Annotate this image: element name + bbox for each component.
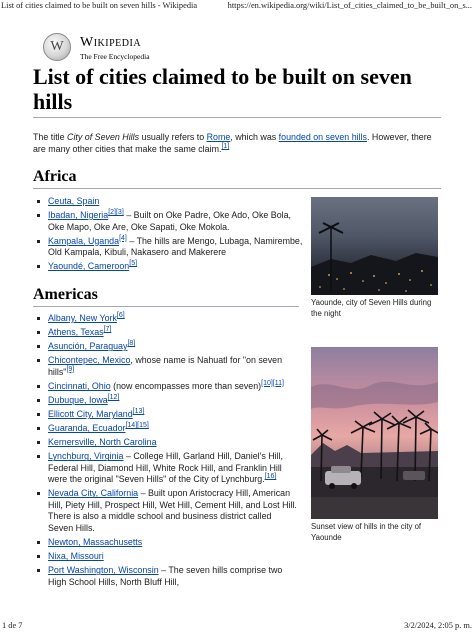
city-link[interactable]: Dubuque, Iowa — [48, 394, 108, 405]
list-item-text: – The seven hills comprise two High School Hills, North Bluff Hill, — [48, 565, 283, 587]
figure-caption: Sunset view of hills in the city of Yaounde — [311, 522, 422, 542]
print-date: 3/2/2024, 2:05 p. m. — [404, 621, 472, 630]
list-item — [33, 355, 299, 378]
africa-list — [33, 196, 303, 275]
reference-link[interactable]: [2][3] — [108, 209, 124, 217]
list-item — [33, 236, 303, 259]
city-link[interactable]: Asunción, Paraguay — [48, 341, 128, 352]
logo-tagline: The Free Encyclopedia — [80, 52, 150, 61]
list-item — [33, 565, 299, 588]
list-item — [33, 537, 299, 549]
reference-link[interactable]: [6] — [116, 312, 125, 320]
section-divider — [33, 188, 441, 189]
print-page-number: 1 de 7 — [2, 621, 23, 630]
page-title: List of cities claimed to be built on seven hills — [33, 64, 412, 114]
list-item — [33, 327, 299, 339]
section-divider — [33, 306, 299, 307]
city-link[interactable]: Newton, Massachusetts — [48, 537, 143, 548]
city-link[interactable]: Nixa, Missouri — [48, 551, 104, 562]
city-link[interactable]: Kampala, Uganda — [48, 235, 120, 246]
city-link[interactable]: Chicontepec, Mexico — [48, 355, 131, 366]
reference-link[interactable]: [9] — [66, 365, 75, 373]
list-item — [33, 210, 303, 233]
list-item-text: – College Hill, Garland Hill, Daniel's Hill, Federal Hill, Diamond Hill, White Rock Hill, and Franklin Hill were the original "Seven Hills" of the City of Lynchburg. — [48, 451, 284, 485]
list-item — [33, 488, 299, 534]
reference-link[interactable]: [8] — [127, 340, 136, 348]
reference-link[interactable]: [13] — [132, 408, 145, 416]
link-founded-on-seven-hills[interactable]: founded on seven hills — [278, 132, 367, 142]
print-header-url: https://en.wikipedia.org/wiki/List_of_cities_claimed_to_be_built_on_s... — [227, 1, 472, 10]
reference-link[interactable]: [4] — [119, 234, 127, 242]
link-rome[interactable]: Rome — [206, 132, 231, 142]
list-item-text: , whose name is Nahuatl for "on seven hills" — [48, 355, 283, 377]
list-item — [33, 451, 299, 486]
list-item-text: – Built on Oke Padre, Oke Ado, Oke Bola, Oke Mapo, Oke Are, Oke Sapati, Oke Mokola. — [48, 210, 292, 232]
americas-list — [33, 313, 299, 591]
yaounde-night-photo[interactable] — [311, 197, 438, 295]
list-item — [33, 395, 299, 407]
intro-text: The title — [33, 132, 68, 142]
city-link[interactable]: Athens, Texas — [48, 327, 104, 338]
city-link[interactable]: Yaoundé, Cameroon — [48, 261, 130, 272]
wikipedia-logo[interactable] — [43, 33, 163, 63]
wikipedia-globe-icon: W — [43, 33, 71, 61]
list-item — [33, 313, 299, 325]
yaounde-sunset-photo[interactable] — [311, 347, 438, 519]
reference-link[interactable]: [5] — [129, 260, 138, 268]
figure-yaounde-night — [311, 197, 438, 319]
print-header — [0, 0, 474, 12]
reference-link[interactable]: [16] — [264, 473, 277, 481]
figure-caption: Yaounde, city of Seven Hills during the night — [311, 298, 432, 318]
figure-yaounde-sunset — [311, 347, 438, 543]
list-item — [33, 261, 303, 273]
intro-text: usually refers to — [139, 132, 207, 142]
city-link[interactable]: Kernersville, North Carolina — [48, 437, 157, 448]
intro-text: . However, there are many other cities that make the same claim. — [33, 132, 432, 154]
list-item — [33, 341, 299, 353]
print-footer — [0, 620, 474, 632]
city-link[interactable]: Albany, New York — [48, 313, 117, 323]
city-link[interactable]: Cincinnati, Ohio — [48, 380, 111, 391]
title-divider — [33, 117, 441, 118]
reference-link[interactable]: [10][11] — [261, 379, 284, 387]
section-heading-africa: Africa — [33, 168, 77, 185]
list-item — [33, 423, 299, 435]
reference-link[interactable]: [7] — [103, 326, 112, 334]
print-header-title: List of cities claimed to be built on seven hills - Wikipedia — [1, 1, 198, 10]
intro-italic: City of Seven Hills — [67, 132, 140, 142]
list-item — [33, 437, 299, 449]
list-item — [33, 196, 303, 208]
reference-link[interactable]: [14][15] — [125, 422, 149, 430]
city-link[interactable]: Port Washington, Wisconsin — [48, 565, 159, 576]
city-link[interactable]: Ceuta, Spain — [48, 196, 100, 206]
city-link[interactable]: Guaranda, Ecuador — [48, 423, 126, 434]
list-item-text: – The hills are Mengo, Lubaga, Namirembe, Old Kampala, Kibuli, Nakasero and Makerere — [48, 235, 303, 258]
city-link[interactable]: Nevada City, California — [48, 488, 139, 499]
city-link[interactable]: Ellicott City, Maryland — [48, 409, 133, 420]
reference-link[interactable]: [12] — [107, 394, 120, 401]
reference-link[interactable]: [1] — [221, 143, 230, 151]
list-item — [33, 381, 299, 393]
city-link[interactable]: Ibadan, Nigeria — [48, 210, 109, 221]
list-item-text: (now encompasses more than seven) — [110, 380, 262, 391]
list-item — [33, 551, 299, 563]
logo-wordmark: Wikipedia — [80, 35, 142, 50]
section-heading-americas: Americas — [33, 286, 98, 303]
intro-paragraph — [33, 131, 445, 155]
city-link[interactable]: Lynchburg, Virginia — [48, 451, 124, 462]
list-item — [33, 409, 299, 421]
list-item-text: – Built upon Aristocracy Hill, American Hill, Piety Hill, Prospect Hill, Wet Hill, Cement Hill, and Lost Hill. There is also a middle school and business district called Seven Hills. — [48, 488, 297, 533]
intro-text: , which was — [230, 132, 279, 142]
